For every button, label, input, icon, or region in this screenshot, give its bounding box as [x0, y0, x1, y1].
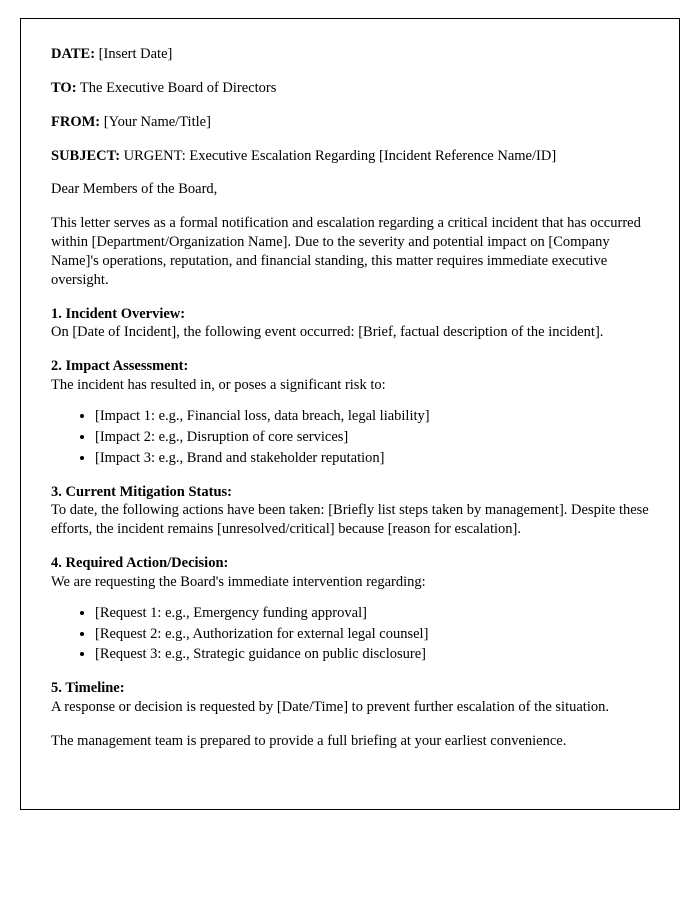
- subject-line: [51, 147, 649, 166]
- date-value: [Insert Date]: [98, 46, 173, 62]
- impact-bullet-list: [51, 407, 649, 468]
- section-body: The incident has resulted in, or poses a significant risk to:: [51, 377, 386, 394]
- intro-paragraph: This letter serves as a formal notification and escalation regarding a critical incident that has occurred within [Department/Organization Name]. Due to the severity and potential impact on [Company Name]'s operations, reputation, and financial standing, this matter requires immediate executive oversight.: [51, 215, 641, 288]
- request-bullet-list: [51, 604, 649, 665]
- section-heading: 3. Current Mitigation Status:: [51, 483, 232, 500]
- section-body: We are requesting the Board's immediate intervention regarding:: [51, 573, 426, 590]
- section-incident-overview: [51, 305, 649, 343]
- subject-label: SUBJECT:: [51, 147, 121, 164]
- section-heading: 1. Incident Overview:: [51, 305, 186, 322]
- to-value: The Executive Board of Directors: [79, 79, 277, 96]
- section-timeline: [51, 679, 649, 717]
- section-heading: 5. Timeline:: [51, 680, 125, 697]
- subject-value: URGENT: Executive Escalation Regarding [Incident Reference Name/ID]: [123, 147, 557, 164]
- date-label: DATE:: [51, 46, 96, 62]
- section-mitigation-status: [51, 483, 649, 540]
- section-body: To date, the following actions have been taken: [Briefly list steps taken by management]. Despite these efforts, the incident remains [unresolved/critical] because [reason for escalation].: [51, 502, 649, 538]
- closing-paragraph: The management team is prepared to provide a full briefing at your earliest convenience.: [51, 732, 567, 749]
- bullet-item: • [Impact 1: e.g., Financial loss, data breach, legal liability]: [95, 407, 649, 426]
- date-line: [51, 45, 649, 64]
- section-heading: 4. Required Action/Decision:: [51, 555, 229, 572]
- from-value: [Your Name/Title]: [103, 113, 211, 130]
- to-label: TO:: [51, 79, 77, 96]
- section-body: A response or decision is requested by [Date/Time] to prevent further escalation of the situation.: [51, 699, 609, 716]
- section-body: On [Date of Incident], the following event occurred: [Brief, factual description of the incident].: [51, 324, 604, 341]
- section-heading: 2. Impact Assessment:: [51, 358, 189, 375]
- bullet-item: • [Impact 3: e.g., Brand and stakeholder reputation]: [95, 449, 649, 468]
- section-required-action: [51, 554, 649, 664]
- to-line: [51, 79, 649, 98]
- bullet-item: • [Request 2: e.g., Authorization for external legal counsel]: [95, 625, 649, 644]
- bullet-item: • [Request 1: e.g., Emergency funding approval]: [95, 604, 649, 623]
- from-label: FROM:: [51, 113, 101, 130]
- bullet-item: • [Impact 2: e.g., Disruption of core services]: [95, 428, 649, 447]
- letter-document: [20, 18, 680, 810]
- from-line: [51, 113, 649, 132]
- bullet-item: • [Request 3: e.g., Strategic guidance on public disclosure]: [95, 645, 649, 664]
- section-impact-assessment: [51, 357, 649, 467]
- salutation: Dear Members of the Board,: [51, 181, 218, 198]
